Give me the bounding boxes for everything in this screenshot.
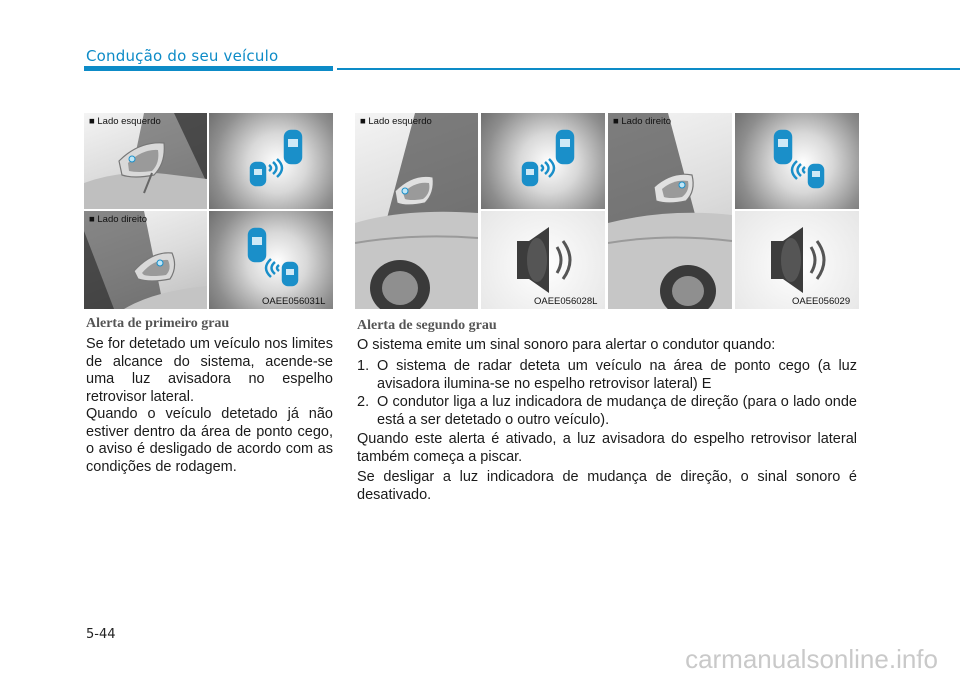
list-item-text: O sistema de radar deteta um veículo na área de ponto cego (a luz avisadora ilumina-se no espelho retrovisor lateral) E: [377, 358, 857, 392]
speaker-icon: [481, 211, 605, 309]
list-item-number: 2.: [357, 394, 370, 410]
second-stage-heading: Alerta de segundo grau: [357, 318, 497, 333]
car-left-illustration: [355, 113, 478, 309]
blind-spot-radar-right-icon: [209, 211, 333, 309]
panel-label-left-side-2: ■ Lado esquerdo: [360, 116, 432, 127]
side-mirror-right-illustration: [84, 211, 207, 309]
car-right-illustration: [608, 113, 732, 309]
radar-left-panel-2: [481, 113, 605, 209]
speaker-icon-2: [735, 211, 859, 309]
page-number: 5-44: [86, 627, 116, 642]
blind-spot-radar-icon-2: [481, 113, 605, 209]
speaker-panel-left: [481, 211, 605, 309]
second-stage-paragraph-1: Quando este alerta é ativado, a luz avisadora do espelho retrovisor lateral também começa a piscar.: [357, 431, 857, 465]
mirror-right-panel: [84, 211, 207, 309]
list-item: [357, 358, 857, 393]
list-item-text: O condutor liga a luz indicadora de mudança de direção (para o lado onde está a ser detetado o outro veículo).: [377, 394, 857, 428]
car-right-panel: [608, 113, 732, 309]
watermark-text: carmanualsonline.info: [685, 644, 938, 674]
header-rule-thick: [84, 66, 333, 71]
second-stage-paragraph-2: Se desligar a luz indicadora de mudança de direção, o sinal sonoro é desativado.: [357, 469, 857, 503]
panel-label-left-side: ■ Lado esquerdo: [89, 116, 161, 127]
first-stage-paragraph-1: Se for detetado um veículo nos limites de alcance do sistema, acende-se uma luz avisadora no espelho retrovisor lateral.: [86, 336, 333, 405]
section-title: Condução do seu veículo: [86, 47, 279, 65]
mirror-left-panel: [84, 113, 207, 209]
blind-spot-radar-icon: [209, 113, 333, 209]
radar-left-panel: [209, 113, 333, 209]
speaker-panel-right: [735, 211, 859, 309]
second-stage-intro: O sistema emite um sinal sonoro para alertar o condutor quando:: [357, 337, 776, 353]
list-item: [357, 394, 857, 429]
first-stage-heading: Alerta de primeiro grau: [86, 316, 230, 331]
header-rule-thin: [337, 68, 960, 70]
car-left-panel: [355, 113, 478, 309]
figure-caption-middle: OAEE056028L: [534, 296, 598, 307]
first-stage-paragraph-2: Quando o veículo detetado já não estiver dentro da área de ponto cego, o aviso é desligado de acordo com as condições de rodagem.: [86, 406, 333, 475]
radar-right-panel-2: [735, 113, 859, 209]
panel-label-right-side-2: ■ Lado direito: [613, 116, 672, 127]
list-item-number: 1.: [357, 358, 370, 374]
figure-caption-right: OAEE056029: [792, 296, 851, 307]
side-mirror-illustration: [84, 113, 207, 209]
blind-spot-radar-right-icon-2: [735, 113, 859, 209]
panel-label-right-side: ■ Lado direito: [89, 214, 148, 225]
figure-caption-left: OAEE056031L: [262, 296, 326, 307]
radar-right-panel: [209, 211, 333, 309]
